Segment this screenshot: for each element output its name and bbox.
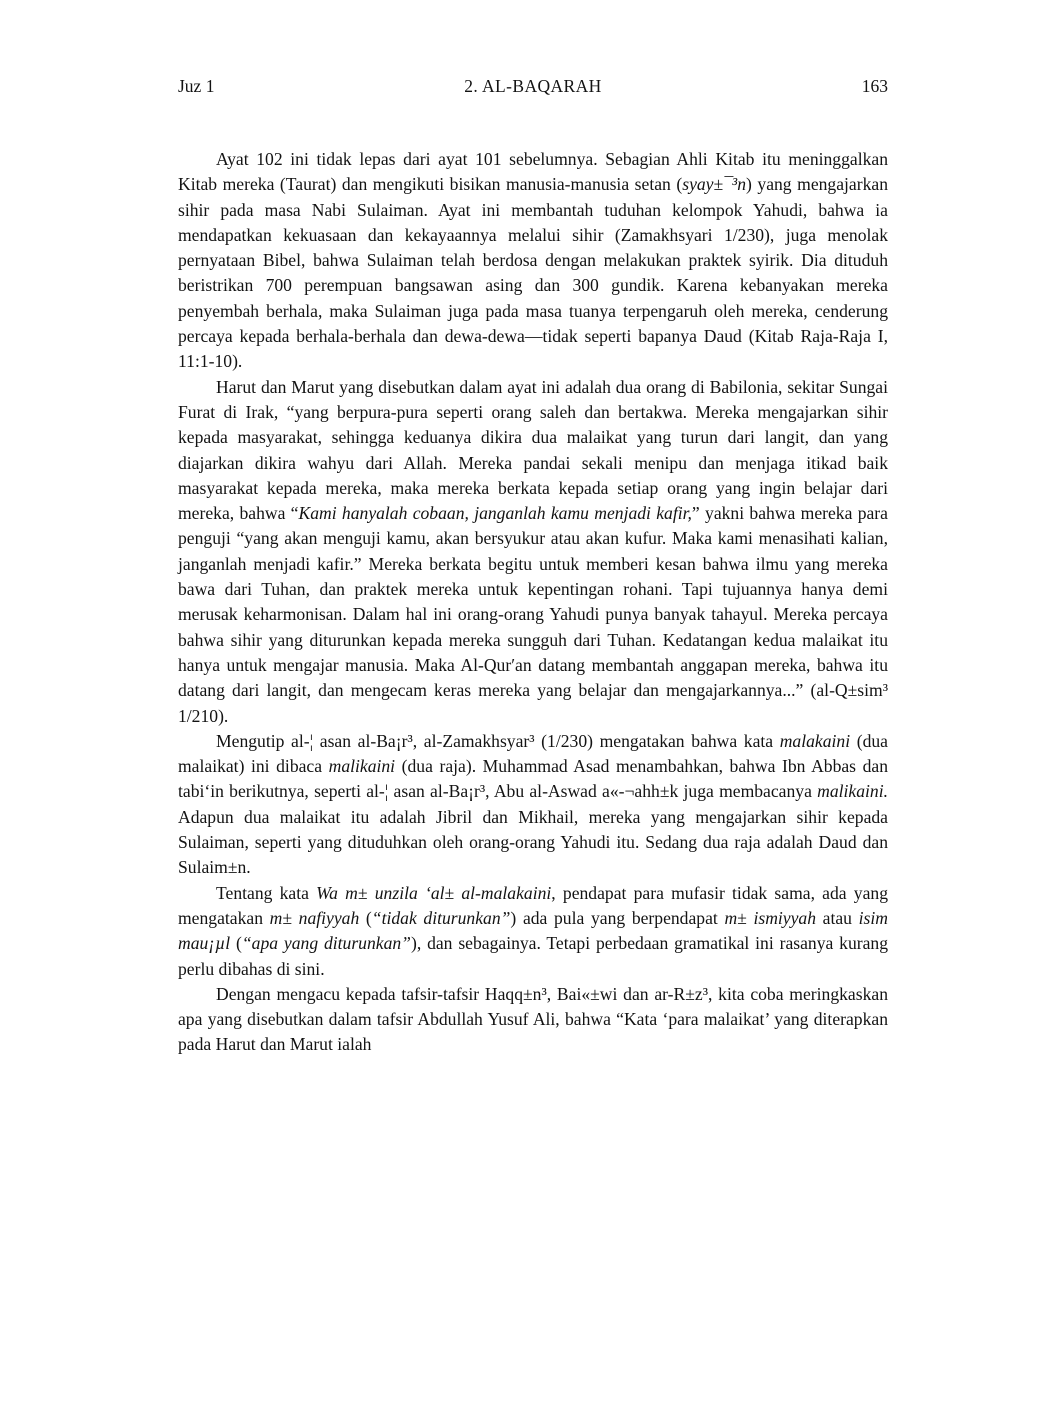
body-text xyxy=(178,147,888,1058)
italic-text-run: malikaini xyxy=(328,756,396,777)
italic-text-run: syay±¯³n xyxy=(682,174,747,195)
header-surah-title: 2. AL-BAQARAH xyxy=(464,76,602,96)
text-run: Harut dan Marut yang disebutkan dalam ayat ini adalah dua orang di Babilonia, sekitar Sungai Furat di Irak, “yang berpura-pura seperti orang saleh dan bertakwa. Mereka mengajarkan sihir kepada masyarakat, sehingga keduanya dikira dua malaikat yang turun dari langit, dan yang diajarkan dikira wahyu dari Allah. Mereka pandai sekali menipu dan menjaga itikad baik masyarakat kepada mereka, maka mereka berkata kepada setiap orang yang ingin belajar dari mereka, bahwa “ xyxy=(178,376,888,524)
text-run: Tentang kata xyxy=(216,882,317,903)
italic-text-run: Wa m± unzila ‘al± al-malakaini xyxy=(316,882,552,903)
text-run: (dua malaikat) ini dibaca xyxy=(178,730,888,777)
text-run: , pendapat para mufasir tidak sama, ada yang mengatakan xyxy=(178,882,888,928)
text-run: Adapun dua malaikat itu adalah Jibril dan Mikhail, mereka yang mengajarkan sihir kepada Sulaiman, seperti yang dituduhkan oleh orang-orang Yahudi itu. Sedang dua raja adalah Daud dan Sulaim±n. xyxy=(178,806,888,878)
paragraph xyxy=(178,982,888,1058)
text-run: atau xyxy=(816,907,859,928)
text-run: ) yang mengajarkan sihir pada masa Nabi Sulaiman. Ayat ini membantah tuduhan kelompok Yahudi, bahwa ia mendapatkan kekuasaan dan kekayaannya melalui sihir (Zamakhsyari 1/230), juga menolak pernyataan Bibel, bahwa Sulaiman telah berdosa dengan melakukan praktek syirik. Dia dituduh beristrikan 700 perempuan bangsawan asing dan 300 gundik. Karena kebanyakan mereka penyembah berhala, maka Sulaiman juga pada masa tuanya terpengaruh oleh mereka, cenderung percaya kepada berhala-berhala dan dewa-dewa—tidak seperti bapanya Daud (Kitab Raja-Raja I, 11:1-10). xyxy=(178,174,888,372)
text-run: ” yakni bahwa mereka para penguji “yang akan menguji kamu, akan bersyukur atau akan kufur. Maka kami menasihati kalian, janganlah menjadi kafir.” Mereka berkata begitu untuk memberi kesan bahwa ilmu yang mereka bawa dari Tuhan, dan praktek mereka untuk kepentingan rohani. Tapi tujuannya hanya demi merusak keharmonisan. Dalam hal ini orang-orang Yahudi punya banyak tahayul. Mereka percaya bahwa sihir yang diturunkan kepada mereka sungguh dari Tuhan. Kedatangan kedua malaikat itu hanya untuk mengajar manusia. Maka Al-Qur′an datang membantah anggapan mereka, bahwa itu datang dari langit, dan mengecam keras mereka yang belajar dan mengajarkannya...” (al-Q±sim³ 1/210). xyxy=(178,503,888,726)
text-run: (dua raja). Muhammad Asad menambahkan, bahwa Ibn Abbas dan tabi‘in berikutnya, seperti al-¦ asan al-Ba¡r³, Abu al-Aswad a«-¬ahh±k juga membacanya xyxy=(178,756,888,802)
text-run: Dengan mengacu kepada tafsir-tafsir Haqq±n³, Bai«±wi dan ar-R±z³, kita coba meringkaskan apa yang disebutkan dalam tafsir Abdullah Yusuf Ali, bahwa “Kata ‘para malaikat’ yang diterapkan pada Harut dan Marut ialah xyxy=(178,983,888,1055)
italic-text-run: m± ismiyyah xyxy=(724,907,817,928)
text-run: Mengutip al-¦ asan al-Ba¡r³, al-Zamakhsyar³ (1/230) mengatakan bahwa kata xyxy=(216,730,780,751)
italic-text-run: isim mau¡µl xyxy=(178,907,888,954)
text-run: ( xyxy=(230,933,242,954)
italic-text-run: Kami hanyalah cobaan, janganlah kamu menjadi kafir, xyxy=(298,503,692,524)
page-number: 163 xyxy=(861,76,888,96)
paragraph xyxy=(178,147,888,375)
italic-text-run: “tidak diturunkan” xyxy=(371,907,511,928)
page-header xyxy=(178,76,888,97)
italic-text-run: m± nafiyyah xyxy=(269,907,360,928)
text-run: ), dan sebagainya. Tetapi perbedaan gramatikal ini rasanya kurang perlu dibahas di sini. xyxy=(178,933,889,979)
italic-text-run: malikaini. xyxy=(817,781,888,802)
text-run: ( xyxy=(359,907,372,928)
text-run: Ayat 102 ini tidak lepas dari ayat 101 sebelumnya. Sebagian Ahli Kitab itu meninggalkan Kitab mereka (Taurat) dan mengikuti bisikan manusia-manusia setan ( xyxy=(178,149,888,195)
italic-text-run: “apa yang diturunkan” xyxy=(241,933,411,954)
paragraph xyxy=(178,375,888,729)
header-juz-label: Juz 1 xyxy=(178,76,215,96)
paragraph xyxy=(178,729,888,881)
text-run: ) ada pula yang berpendapat xyxy=(510,907,725,928)
italic-text-run: malakaini xyxy=(779,730,851,751)
paragraph xyxy=(178,881,888,982)
